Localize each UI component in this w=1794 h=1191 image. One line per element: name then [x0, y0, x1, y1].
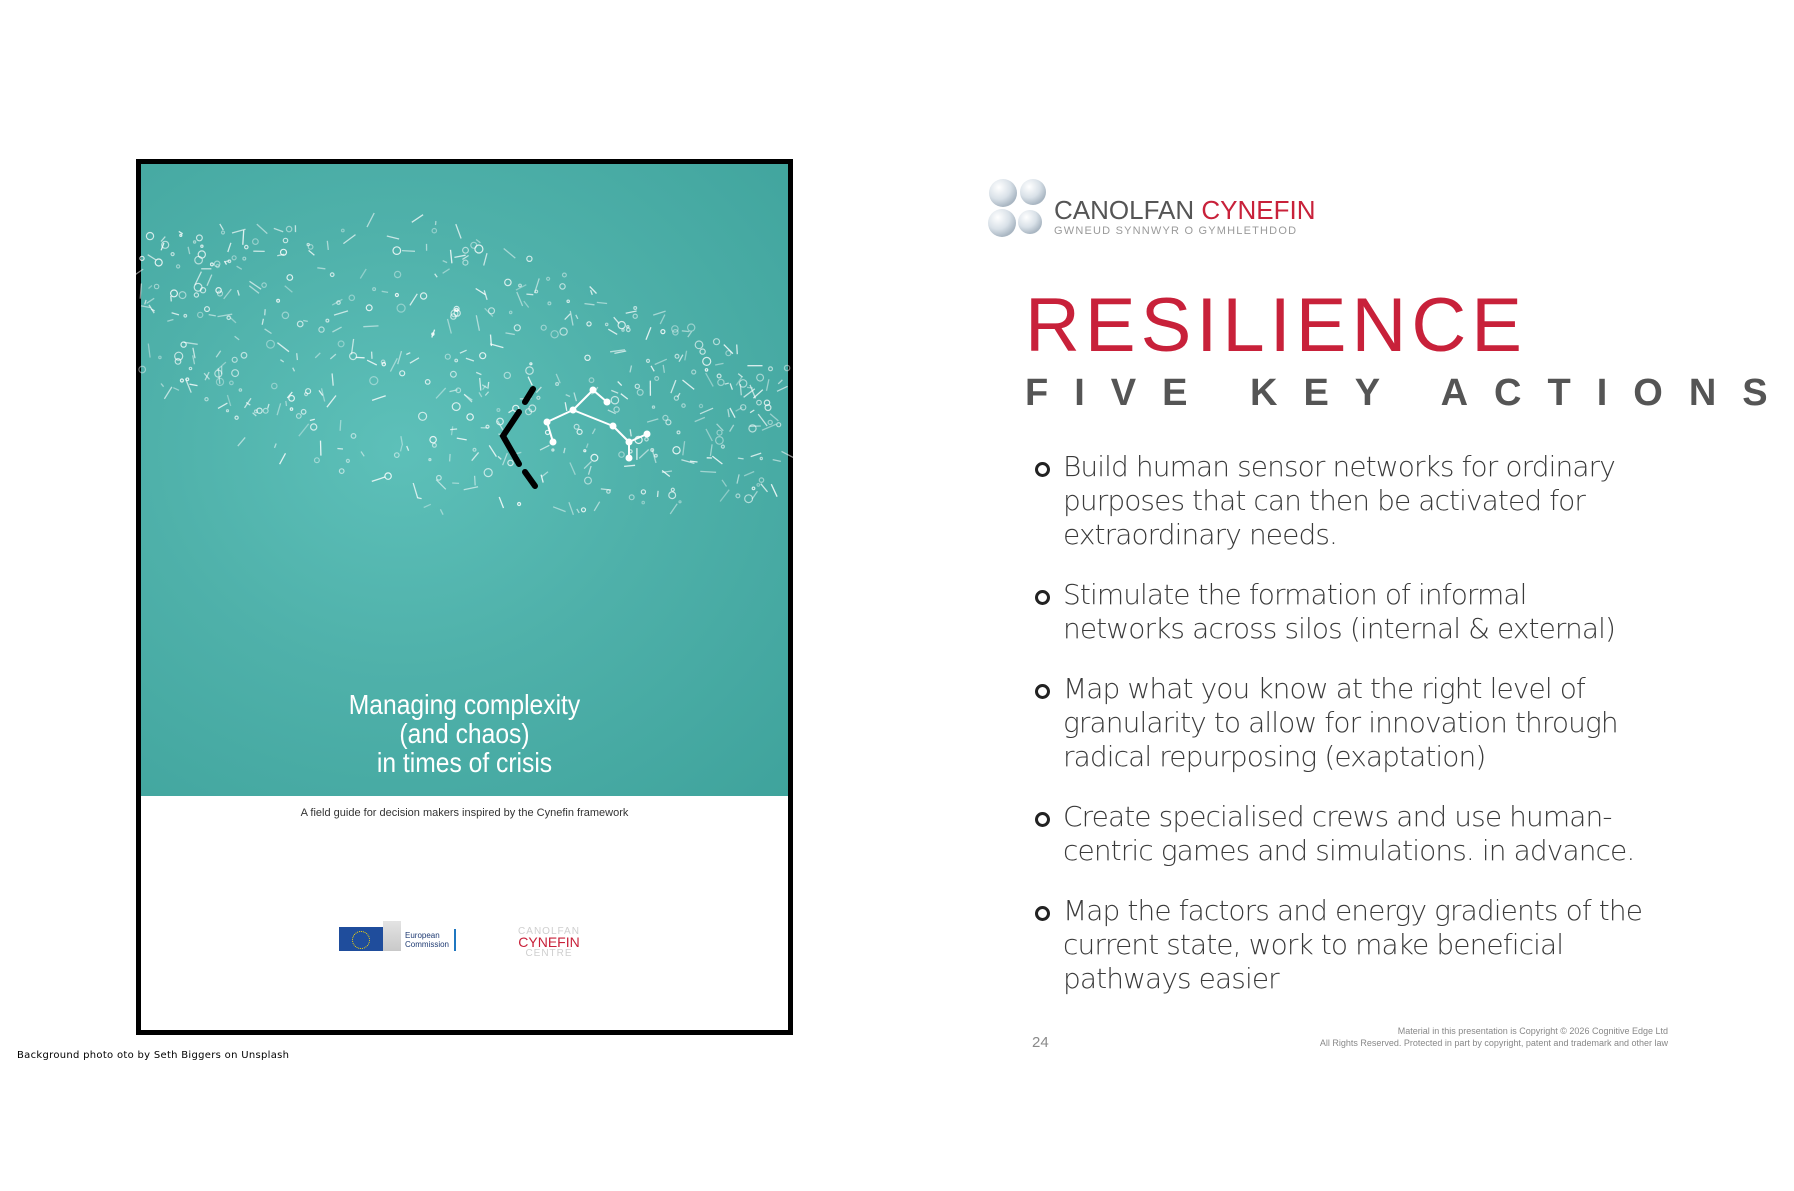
ec-logo-divider	[454, 929, 456, 951]
bullet-icon	[1035, 462, 1050, 477]
photo-credit: Background photo oto by Seth Biggers on Unsplash	[17, 1050, 290, 1061]
cynefin-centre-line: CANOLFAN	[518, 926, 580, 937]
list-item-text: Stimulate the formation of informal networks across silos (internal & external)	[1063, 578, 1616, 645]
cynefin-centre-line: CENTRE	[525, 948, 573, 959]
brand-tagline: GWNEUD SYNNWYR O GYMHLETHDOD	[1054, 225, 1298, 237]
cover-title	[180, 690, 749, 777]
bullet-icon	[1035, 906, 1050, 921]
brand-name-part2: CYNEFIN	[1201, 195, 1316, 225]
copyright-notice	[1320, 1025, 1668, 1049]
bullet-icon	[1035, 590, 1050, 605]
list-item-text: Map the factors and energy gradients of the current state, work to make beneficial pathways easier	[1063, 894, 1643, 995]
list-item	[1033, 800, 1653, 868]
ec-logo-text: European Commission	[405, 931, 450, 949]
eu-flag-icon	[339, 927, 383, 951]
cover-subtitle: A field guide for decision makers inspired by the Cynefin framework	[300, 807, 629, 819]
list-item	[1033, 578, 1653, 646]
bullet-icon	[1035, 684, 1050, 699]
european-commission-logo	[339, 921, 459, 955]
book-cover-image	[136, 159, 793, 1035]
cover-title-line: (and chaos)	[399, 718, 530, 749]
cynefin-centre-logo	[514, 926, 584, 959]
brand-name	[1054, 195, 1316, 226]
list-item-text: Build human sensor networks for ordinary purposes that can then be activated for extraordinary needs.	[1063, 450, 1615, 551]
page-subtitle: FIVE KEY ACTIONS	[1025, 372, 1794, 414]
cover-teal-area	[141, 164, 788, 796]
cover-title-line: in times of crisis	[376, 747, 553, 778]
list-item-text: Map what you know at the right level of granularity to allow for innovation through radical repurposing (exaptation)	[1063, 672, 1618, 773]
key-actions-list	[1033, 450, 1653, 1022]
page-number: 24	[1032, 1034, 1049, 1051]
list-item	[1033, 450, 1653, 552]
list-item-text: Create specialised crews and use human-centric games and simulations. in advance.	[1063, 800, 1635, 867]
brand-name-part1: CANOLFAN	[1054, 195, 1195, 225]
cynefin-centre-line: CYNEFIN	[518, 934, 580, 950]
canolfan-cynefin-logo	[987, 177, 1317, 247]
copyright-line: Material in this presentation is Copyright © 2026 Cognitive Edge Ltd	[1397, 1026, 1668, 1036]
bubbles-icon	[987, 177, 1051, 243]
list-item	[1033, 894, 1653, 996]
bullet-icon	[1035, 812, 1050, 827]
building-icon	[383, 921, 401, 951]
cover-title-line: Managing complexity	[348, 689, 581, 720]
page-title: RESILIENCE	[1025, 283, 1527, 368]
copyright-line: All Rights Reserved. Protected in part by copyright, patent and trademark and other law	[1319, 1038, 1668, 1048]
list-item	[1033, 672, 1653, 774]
